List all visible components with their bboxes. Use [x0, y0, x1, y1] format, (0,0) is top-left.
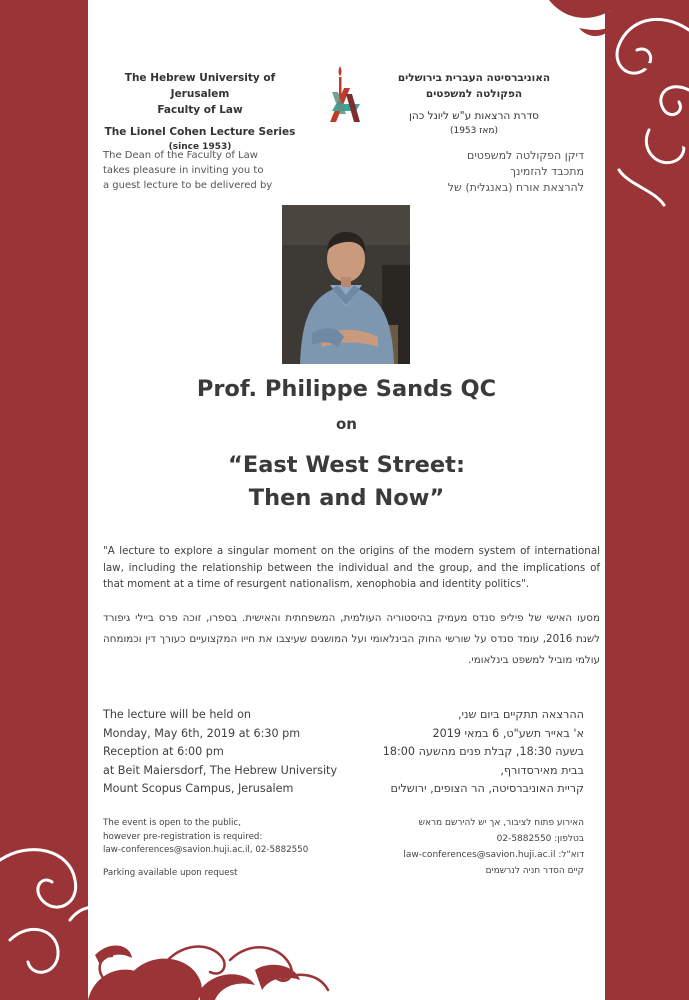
invitation-he	[364, 148, 584, 196]
lecture-title-line: Then and Now”	[248, 485, 445, 511]
registration-he-email: דוא"ל: law-conferences@savion.huji.ac.il	[403, 850, 584, 860]
university-name-en: The Hebrew University of Jerusalem	[124, 72, 276, 100]
registration-en	[103, 817, 363, 858]
speaker-photo	[282, 205, 410, 364]
invitation-en-line: takes pleasure in inviting you to	[103, 165, 264, 176]
abstract-hebrew: מסעו האישי של פיליפ סנדס מעמיק בהיסטוריה העולמית, המשפחתית והאישית. בספרו, זוכה פרס ביילי גיפורד לשנת 2016, עומד סנדס על שורשי החוק הבינלאומי ועל המושגים שעיצבו את חייו המקצועיים כעורך דין וכמומחה עולמי מוביל למשפט בינלאומי.	[103, 612, 600, 666]
on-connector: on	[336, 415, 357, 433]
abstract-english: "A lecture to explore a singular moment on the origins of the modern system of international law, including the relationship between the individual and the group, and the implications of that moment at a time of resurgent nationalism, xenophobia and identity politics".	[103, 545, 600, 590]
details-en-line: Monday, May 6th, 2019 at 6:30 pm	[103, 726, 301, 740]
invitation-he-line: להרצאת אורח (באנגלית) של	[447, 181, 584, 194]
details-en-line: at Beit Maiersdorf, The Hebrew University	[103, 763, 338, 777]
invitation-en-line: a guest lecture to be delivered by	[103, 180, 273, 191]
series-name-en: The Lionel Cohen Lecture Series	[104, 126, 296, 138]
hebrew-university-logo	[326, 64, 364, 126]
series-name-he: סדרת הרצאות ע"ש ליונל כהן	[409, 110, 539, 122]
registration-he-line: האירוע פתוח לציבור, אך יש להירשם מראש	[418, 818, 584, 828]
header-english	[100, 70, 300, 152]
header-hebrew	[364, 70, 584, 136]
lecture-title	[88, 449, 605, 515]
details-en-line: Mount Scopus Campus, Jerusalem	[103, 782, 294, 795]
details-he-line: קריית האוניברסיטה, הר הצופים, ירושלים	[390, 782, 584, 795]
since-he: (מאז 1953)	[449, 126, 499, 136]
university-name-he: האוניברסיטה העברית בירושלים	[397, 72, 551, 84]
registration-en-line: The event is open to the public,	[103, 818, 241, 828]
faculty-name-he: הפקולטה למשפטים	[425, 88, 523, 100]
since-en: (since 1953)	[168, 142, 232, 152]
parking-note-he: קיים הסדר חניה לנרשמים	[485, 866, 584, 876]
lecture-title-line: “East West Street:	[228, 452, 465, 478]
speaker-name: Prof. Philippe Sands QC	[196, 376, 497, 402]
lecture-details-en	[103, 706, 363, 799]
details-he-line: ההרצאה תתקיים ביום שני,	[457, 708, 584, 721]
registration-he	[334, 815, 584, 863]
invitation-he-line: מתכבד להזמינך	[510, 165, 584, 178]
invitation-en	[103, 148, 303, 193]
faculty-name-en: Faculty of Law	[157, 104, 243, 116]
registration-en-contact: law-conferences@savion.huji.ac.il, 02-5882550	[103, 845, 309, 855]
registration-he-phone: בטלפון: 02-5882550	[496, 834, 584, 844]
parking-note-en: Parking available upon request	[103, 868, 238, 878]
details-he-line: א' באייר תשע"ט, 6 במאי 2019	[432, 726, 584, 740]
details-en-line: The lecture will be held on	[103, 708, 252, 721]
invitation-en-line: The Dean of the Faculty of Law	[103, 150, 258, 161]
invitation-he-line: דיקן הפקולטה למשפטים	[467, 149, 584, 162]
details-he-line: בשעה 18:30, קבלת פנים מהשעה 18:00	[382, 745, 584, 758]
details-en-line: Reception at 6:00 pm	[103, 745, 224, 758]
details-he-line: בבית מאירסדורף,	[500, 763, 584, 777]
lecture-details-he	[334, 706, 584, 799]
registration-en-line: however pre-registration is required:	[103, 831, 263, 842]
